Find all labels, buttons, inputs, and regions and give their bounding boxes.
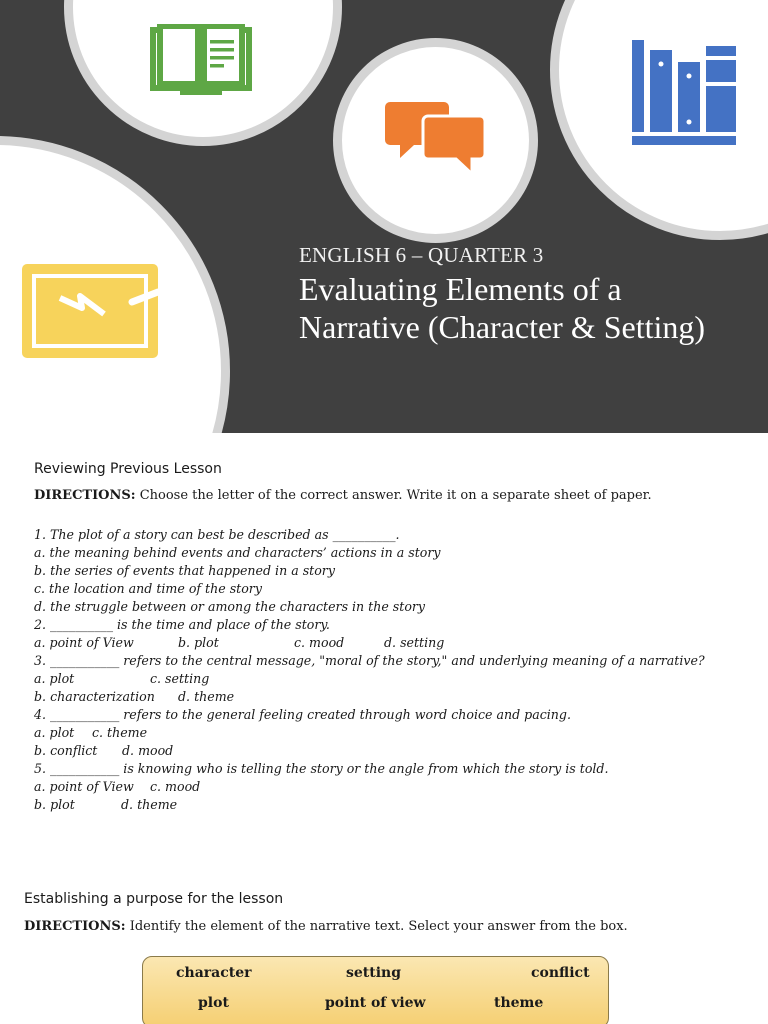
answer-options-row: b. characterization d. theme (34, 689, 235, 704)
answer-options-row: a. plot c. theme (34, 725, 148, 740)
word-bank-box (142, 956, 609, 1024)
directions-label: DIRECTIONS: (24, 919, 126, 934)
review-directions (34, 488, 652, 503)
word-bank-term: setting (346, 965, 402, 981)
question-line: 1. The plot of a story can best be described as __________. (34, 527, 400, 542)
course-subtitle: ENGLISH 6 – QUARTER 3 (299, 243, 544, 267)
directions-label: DIRECTIONS: (34, 488, 136, 503)
review-heading: Reviewing Previous Lesson (34, 461, 222, 477)
purpose-directions (24, 919, 628, 934)
answer-options-row: b. conflict d. mood (34, 743, 174, 758)
answer-option: b. the series of events that happened in a story (34, 563, 335, 578)
directions-text: Identify the element of the narrative text. Select your answer from the box. (129, 919, 628, 934)
open-book-icon (150, 24, 252, 96)
purpose-heading: Establishing a purpose for the lesson (24, 891, 284, 907)
chalkboard-icon (20, 262, 162, 360)
answer-option: a. the meaning behind events and characters’ actions in a story (34, 545, 441, 560)
word-bank-term: conflict (531, 965, 590, 981)
question-line: 5. ___________ is knowing who is telling the story or the angle from which the story is told. (34, 761, 609, 776)
question-line: 3. ___________ refers to the central message, "moral of the story," and underlying meaning of a narrative? (34, 653, 705, 668)
bookshelf-icon (630, 40, 740, 146)
question-line: 2. __________ is the time and place of the story. (34, 617, 330, 632)
word-bank-term: plot (198, 995, 229, 1011)
answer-options-row: b. plot d. theme (34, 797, 178, 812)
word-bank-term: point of view (325, 995, 426, 1011)
question-line: 4. ___________ refers to the general feeling created through word choice and pacing. (34, 707, 571, 722)
speech-bubbles-icon (384, 102, 486, 176)
answer-options-row: a. point of View c. mood (34, 779, 201, 794)
answer-option: c. the location and time of the story (34, 581, 262, 596)
word-bank-term: character (176, 965, 252, 981)
directions-text: Choose the letter of the correct answer. Write it on a separate sheet of paper. (139, 488, 652, 503)
title-slide (0, 0, 768, 433)
word-bank-term: theme (494, 995, 544, 1011)
answer-option: d. the struggle between or among the characters in the story (34, 599, 426, 614)
answer-options-row: a. point of View b. plot c. mood d. setting (34, 635, 445, 650)
lesson-title: Evaluating Elements of a Narrative (Character & Setting) (299, 271, 706, 345)
answer-options-row: a. plot c. setting (34, 671, 210, 686)
question-list (34, 526, 754, 814)
